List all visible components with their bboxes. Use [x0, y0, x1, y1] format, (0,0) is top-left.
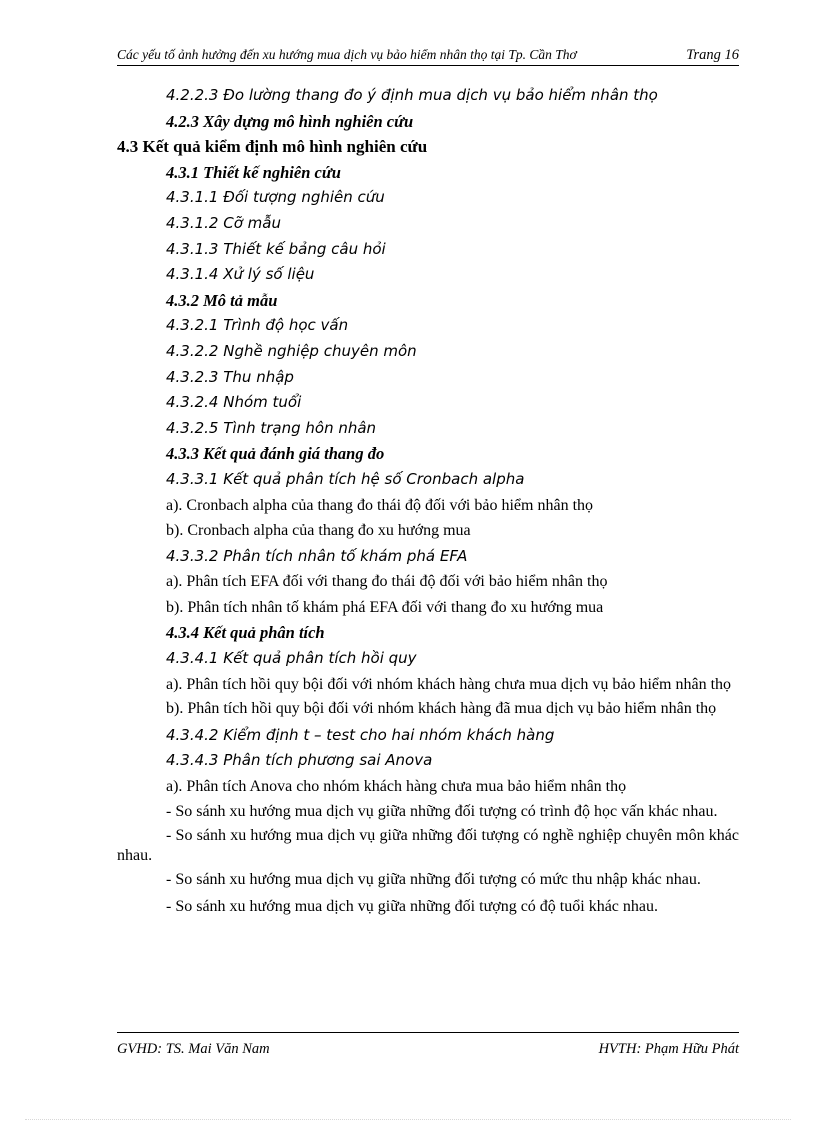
toc-entry: 4.3.4.2 Kiểm định t – test cho hai nhóm khách hàng: [166, 725, 555, 744]
page-header: [117, 47, 739, 66]
toc-entry: 4.3.1 Thiết kế nghiên cứu: [166, 162, 341, 182]
page-edge: [25, 1119, 791, 1120]
toc-entry: 4.2.3 Xây dựng mô hình nghiên cứu: [166, 111, 414, 131]
toc-entry: 4.3.4.3 Phân tích phương sai Anova: [166, 751, 433, 770]
footer-supervisor: GVHD: TS. Mai Văn Nam: [117, 1041, 270, 1057]
header-title: Các yếu tố ảnh hưởng đến xu hướng mua dịch vụ bảo hiểm nhân thọ tại Tp. Cần Thơ: [117, 47, 577, 62]
toc-section-heading: 4.3 Kết quả kiểm định mô hình nghiên cứu: [117, 137, 428, 157]
toc-entry: a). Phân tích EFA đối với thang đo thái độ đối với bảo hiểm nhân thọ: [166, 573, 608, 591]
page-number: Trang 16: [686, 47, 739, 63]
toc-entry: 4.3.2.1 Trình độ học vấn: [166, 316, 349, 335]
footer-author: HVTH: Phạm Hữu Phát: [598, 1041, 739, 1057]
toc-entry: 4.3.3.2 Phân tích nhân tố khám phá EFA: [166, 546, 468, 565]
toc-entry: 4.3.4.1 Kết quả phân tích hồi quy: [166, 649, 417, 668]
toc-entry: a). Phân tích Anova cho nhóm khách hàng chưa mua bảo hiểm nhân thọ: [166, 777, 627, 795]
toc-entry: 4.3.2.2 Nghề nghiệp chuyên môn: [166, 341, 417, 360]
toc-entry: - So sánh xu hướng mua dịch vụ giữa những đối tượng có mức thu nhập khác nhau.: [166, 871, 701, 889]
toc-entry: - So sánh xu hướng mua dịch vụ giữa những đối tượng có nghề nghiệp chuyên môn khác nhau.: [117, 827, 739, 865]
toc-entry: a). Cronbach alpha của thang đo thái độ đối với bảo hiểm nhân thọ: [166, 496, 594, 514]
toc-entry: - So sánh xu hướng mua dịch vụ giữa những đối tượng có trình độ học vấn khác nhau.: [166, 803, 718, 821]
toc-entry: 4.3.2.4 Nhóm tuổi: [166, 393, 302, 412]
toc-entry: 4.3.3 Kết quả đánh giá thang đo: [166, 444, 385, 464]
toc-entry: 4.3.1.2 Cỡ mẫu: [166, 213, 281, 232]
toc-entry: 4.3.2 Mô tả mẫu: [166, 290, 278, 310]
toc-entry: 4.3.1.4 Xử lý số liệu: [166, 265, 315, 284]
toc-entry: 4.3.2.3 Thu nhập: [166, 367, 294, 386]
footer-divider: [117, 1032, 739, 1033]
toc-entry: - So sánh xu hướng mua dịch vụ giữa những đối tượng có độ tuổi khác nhau.: [166, 898, 658, 916]
toc-entry: 4.3.3.1 Kết quả phân tích hệ số Cronbach alpha: [166, 469, 525, 488]
toc-entry: 4.3.4 Kết quả phân tích: [166, 623, 325, 643]
toc-entry: 4.3.1.1 Đối tượng nghiên cứu: [166, 188, 385, 207]
toc-entry: b). Phân tích nhân tố khám phá EFA đối với thang đo xu hướng mua: [166, 598, 604, 616]
toc-entry: b). Cronbach alpha của thang đo xu hướng mua: [166, 522, 471, 540]
toc-entry: 4.2.2.3 Đo lường thang đo ý định mua dịch vụ bảo hiểm nhân thọ: [166, 86, 658, 104]
toc-entry: a). Phân tích hồi quy bội đối với nhóm khách hàng chưa mua dịch vụ bảo hiểm nhân thọ: [166, 675, 732, 693]
toc-entry: 4.3.1.3 Thiết kế bảng câu hỏi: [166, 239, 386, 258]
table-of-contents: [117, 83, 739, 920]
toc-entry: b). Phân tích hồi quy bội đối với nhóm khách hàng đã mua dịch vụ bảo hiểm nhân thọ: [166, 699, 717, 717]
toc-entry: 4.3.2.5 Tình trạng hôn nhân: [166, 418, 377, 437]
